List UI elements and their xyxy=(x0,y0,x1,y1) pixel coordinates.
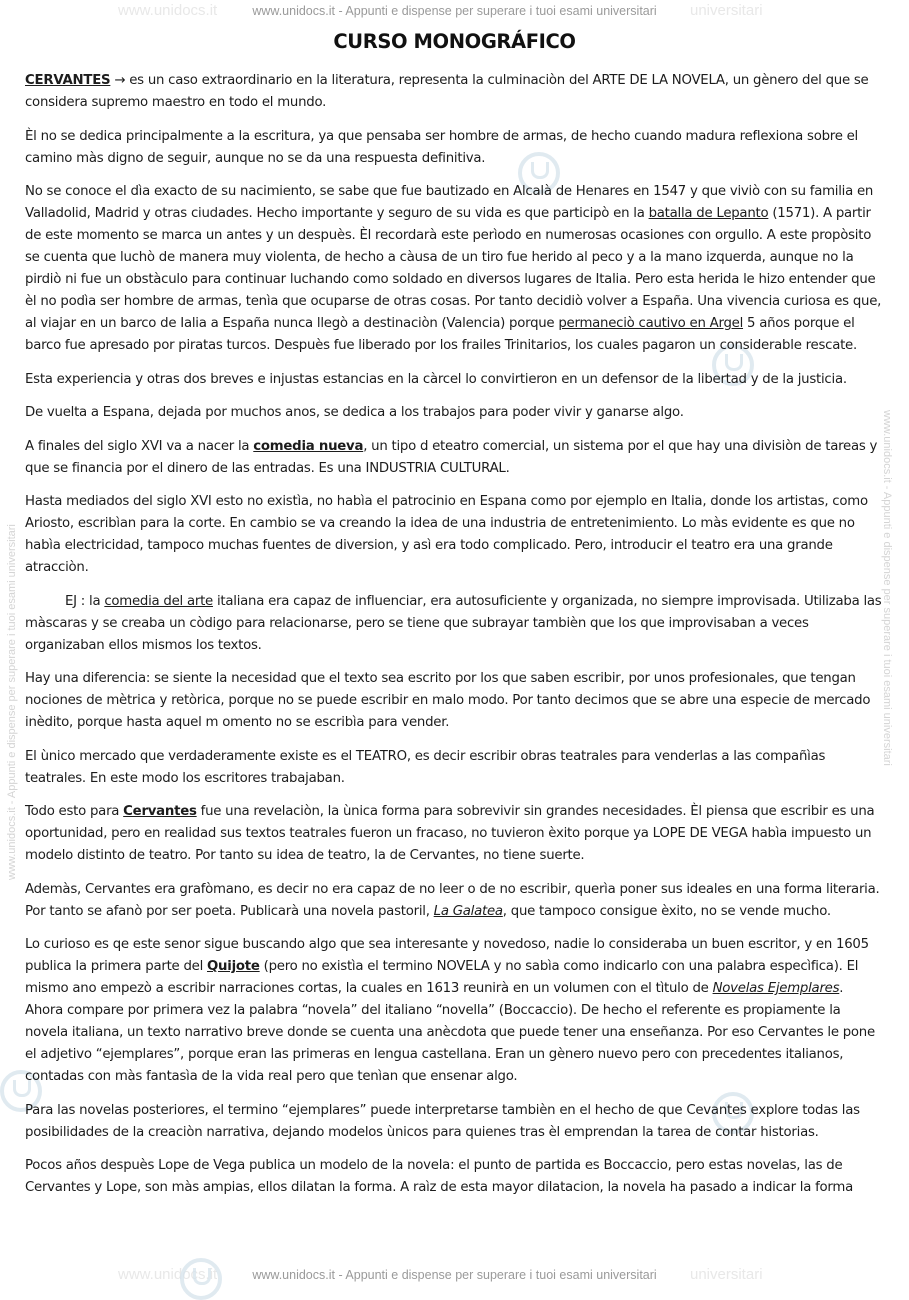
paragraph-text: 5 años porque el barco fue apresado por piratas turcos. Despuès fue liberado por los frailes Trinitarios, los cuales pagaron un considerable rescate. xyxy=(25,316,857,353)
paragraph-text: es un caso extraordinario en la literatura, representa la culminaciòn del ARTE DE LA NOVELA, un gènero del que se considera supremo maestro en todo el mundo. xyxy=(25,73,869,110)
watermark-faint-bottom-right: universitari xyxy=(690,1266,763,1283)
paragraph-text: EJ : la xyxy=(65,593,105,609)
paragraph xyxy=(25,436,885,480)
paragraph xyxy=(25,181,885,357)
paragraph-text: , que tampoco consigue èxito, no se vende mucho. xyxy=(502,903,831,919)
paragraph-text: , un tipo d eteatro comercial, un sistema por el que hay una divisiòn de tareas y que se financia por el dinero de las entradas. Es una INDUSTRIA CULTURAL. xyxy=(25,438,878,476)
paragraph-text: No se conoce el dìa exacto de su nacimiento, se sabe que fue bautizado en Alcalà de Henares en 1547 y que viviò con su familia en Valladolid, Madrid y otras ciudades. Hecho importante y seguro de su vida es que participò en la xyxy=(25,184,874,221)
paragraph xyxy=(25,934,885,1088)
work-title-novelas-ejemplares: Novelas Ejemplares xyxy=(712,981,840,996)
paragraph-text: fue una revelaciòn, la ùnica forma para sobrevivir sin grandes necesidades. Èl piensa que escribir es una oportunidad, pero en realidad sus textos teatrales fueron un fracaso, no tuvieron èxito porque ya LOPE DE VEGA habìa impuesto un modelo distinto de teatro. Por tanto su idea de teatro, la de Cervantes, no tiene suerte. xyxy=(25,804,875,863)
watermark-faint-top-right: universitari xyxy=(690,2,763,19)
work-title-la-galatea: La Galatea xyxy=(433,903,503,919)
term-quijote: Quijote xyxy=(207,959,260,974)
paragraph: Pocos años despuès Lope de Vega publica un modelo de la novela: el punto de partida es Boccaccio, pero estas novelas, las de Cervantes y Lope, son màs ampias, ellos dilatan la forma. A raìz de esta mayor dilatacion, la novela ha pasado a indicar la forma xyxy=(25,1158,853,1195)
underlined-argel: permaneciò cautivo en Argel xyxy=(558,316,744,331)
paragraph xyxy=(25,879,885,923)
underlined-comedia-del-arte: comedia del arte xyxy=(104,593,213,609)
watermark-faint-top-left: www.unidocs.it xyxy=(118,2,218,19)
arrow: → xyxy=(110,73,130,88)
paragraph-text: (pero no existìa el termino NOVELA y no sabìa como indicarlo con una palabra especìfica). El mismo ano empezò a escribir narraciones cortas, la cuales en 1613 reunirà en un volumen con el tìtulo de xyxy=(25,959,859,996)
paragraph-text: Todo esto para xyxy=(25,804,124,819)
paragraph-text: . Ahora compare por primera vez la palabra “novela” del italiano “novella” (Boccaccio). De hecho el referente es propiamente la novela italiana, un texto narrativo breve donde se cuenta una anècdota que puede tener una enseñanza. Por eso Cervantes le pone el adjetivo “ejemplares”, porque eran las primeras en lengua castellana. Eran un gènero nuevo pero con precedentes italianos, contadas con màs fantasìa de la vida real pero que tenìan que ensenar algo. xyxy=(25,981,875,1084)
paragraph xyxy=(25,591,885,657)
paragraph-text: Ademàs, Cervantes era grafòmano, es decir no era capaz de no leer o de no escribir, querìa poner sus ideales en una forma literaria. Por tanto se afanò por ser poeta. Publicarà una novela pastoril, xyxy=(25,881,880,919)
underlined-lepanto: batalla de Lepanto xyxy=(648,206,769,221)
page-title: CURSO MONOGRÁFICO xyxy=(333,30,576,53)
term-cervantes-2: Cervantes xyxy=(123,804,197,819)
paragraph: Hay una diferencia: se siente la necesidad que el texto sea escrito por los que saben escribir, por unos profesionales, que tengan nociones de mètrica y retòrica, porque no se puede escribir en malo modo. Por tanto decimos que se abre una especie de mercado inèdito, porque hasta aquel m omento no se escribìa para vender. xyxy=(25,671,871,730)
paragraph: Esta experiencia y otras dos breves e injustas estancias en la càrcel lo convirtieron en un defensor de la libertad y de la justicia. xyxy=(25,371,847,387)
paragraph: Para las novelas posteriores, el termino “ejemplares” puede interpretarse tambièn en el hecho de que Cevantes explore todas las posibilidades de la creaciòn narrativa, dejando modelos ùnicos para quienes tras èl emprendan la tarea de contar historias. xyxy=(25,1102,860,1140)
term-cervantes: CERVANTES xyxy=(25,73,111,88)
paragraph xyxy=(25,70,885,114)
paragraph-text: A finales del siglo XVI va a nacer la xyxy=(25,438,254,454)
watermark-side-left: www.unidocs.it - Appunti e dispense per superare i tuoi esami universitari xyxy=(6,524,18,880)
paragraph-text: (1571). A partir de este momento se marca un antes y un despuès. Èl recordarà este perìodo en numerosas ocasiones con orgullo. A este propòsito se cuenta que luchò de manera muy violenta, de hecho a càusa de un tiro fue herido al peco y a la mano izquerda, aunque no la pirdiò ni fue un obstàculo para continuar luchando como soldado en diversos lugares de Italia. Pero esta herida le hizo entender que èl no podìa ser hombre de armas, tenìa que ocuparse de otras cosas. Por tanto decidiò volver a España. Una vivencia curiosa es que, al viajar en un barco de Ialia a España nunca llegò a destinaciòn (Valencia) porque xyxy=(25,206,882,331)
paragraph-text: italiana era capaz de influenciar, era autosuficiente y organizada, no siempre improvisada. Utilizaba las màscaras y se creaba un còdigo para relacionarse, pero se tiene que subrayar tambièn que los que improvisaban a veces organizaban ellos mismos los textos. xyxy=(25,593,882,653)
watermark-header: www.unidocs.it - Appunti e dispense per superare i tuoi esami universitari xyxy=(252,4,657,18)
paragraph: El ùnico mercado que verdaderamente existe es el TEATRO, es decir escribir obras teatrales para venderlas a las compañìas teatrales. En este modo los escritores trabajaban. xyxy=(25,748,826,786)
paragraph: De vuelta a Espana, dejada por muchos anos, se dedica a los trabajos para poder vivir y ganarse algo. xyxy=(25,405,684,420)
paragraph-text: Lo curioso es qe este senor sigue buscando algo que sea interesante y novedoso, nadie lo consideraba un buen escritor, y en 1605 publica la primera parte del xyxy=(25,937,869,974)
watermark-faint-bottom-left: www.unidocs.it xyxy=(118,1266,218,1283)
term-comedia-nueva: comedia nueva xyxy=(253,438,364,454)
watermark-footer: www.unidocs.it - Appunti e dispense per superare i tuoi esami universitari xyxy=(252,1268,657,1282)
paragraph xyxy=(25,801,885,867)
document-body xyxy=(25,70,885,1211)
watermark-side-right: www.unidocs.it - Appunti e dispense per superare i tuoi esami universitari xyxy=(881,410,893,766)
paragraph: Èl no se dedica principalmente a la escritura, ya que pensaba ser hombre de armas, de hecho cuando madura reflexiona sobre el camino màs digno de seguir, aunque no se da una respuesta definitiva. xyxy=(25,128,859,166)
paragraph: Hasta mediados del siglo XVI esto no existìa, no habìa el patrocinio en Espana como por ejemplo en Italia, donde los artistas, como Ariosto, escribìan para la corte. En cambio se va creando la idea de una industria de entretenimiento. Lo màs evidente es que no habìa electricidad, tampoco muchas fuentes de diversion, y asì era todo complicado. Pero, introducir el teatro era una grande atracciòn. xyxy=(25,494,868,575)
